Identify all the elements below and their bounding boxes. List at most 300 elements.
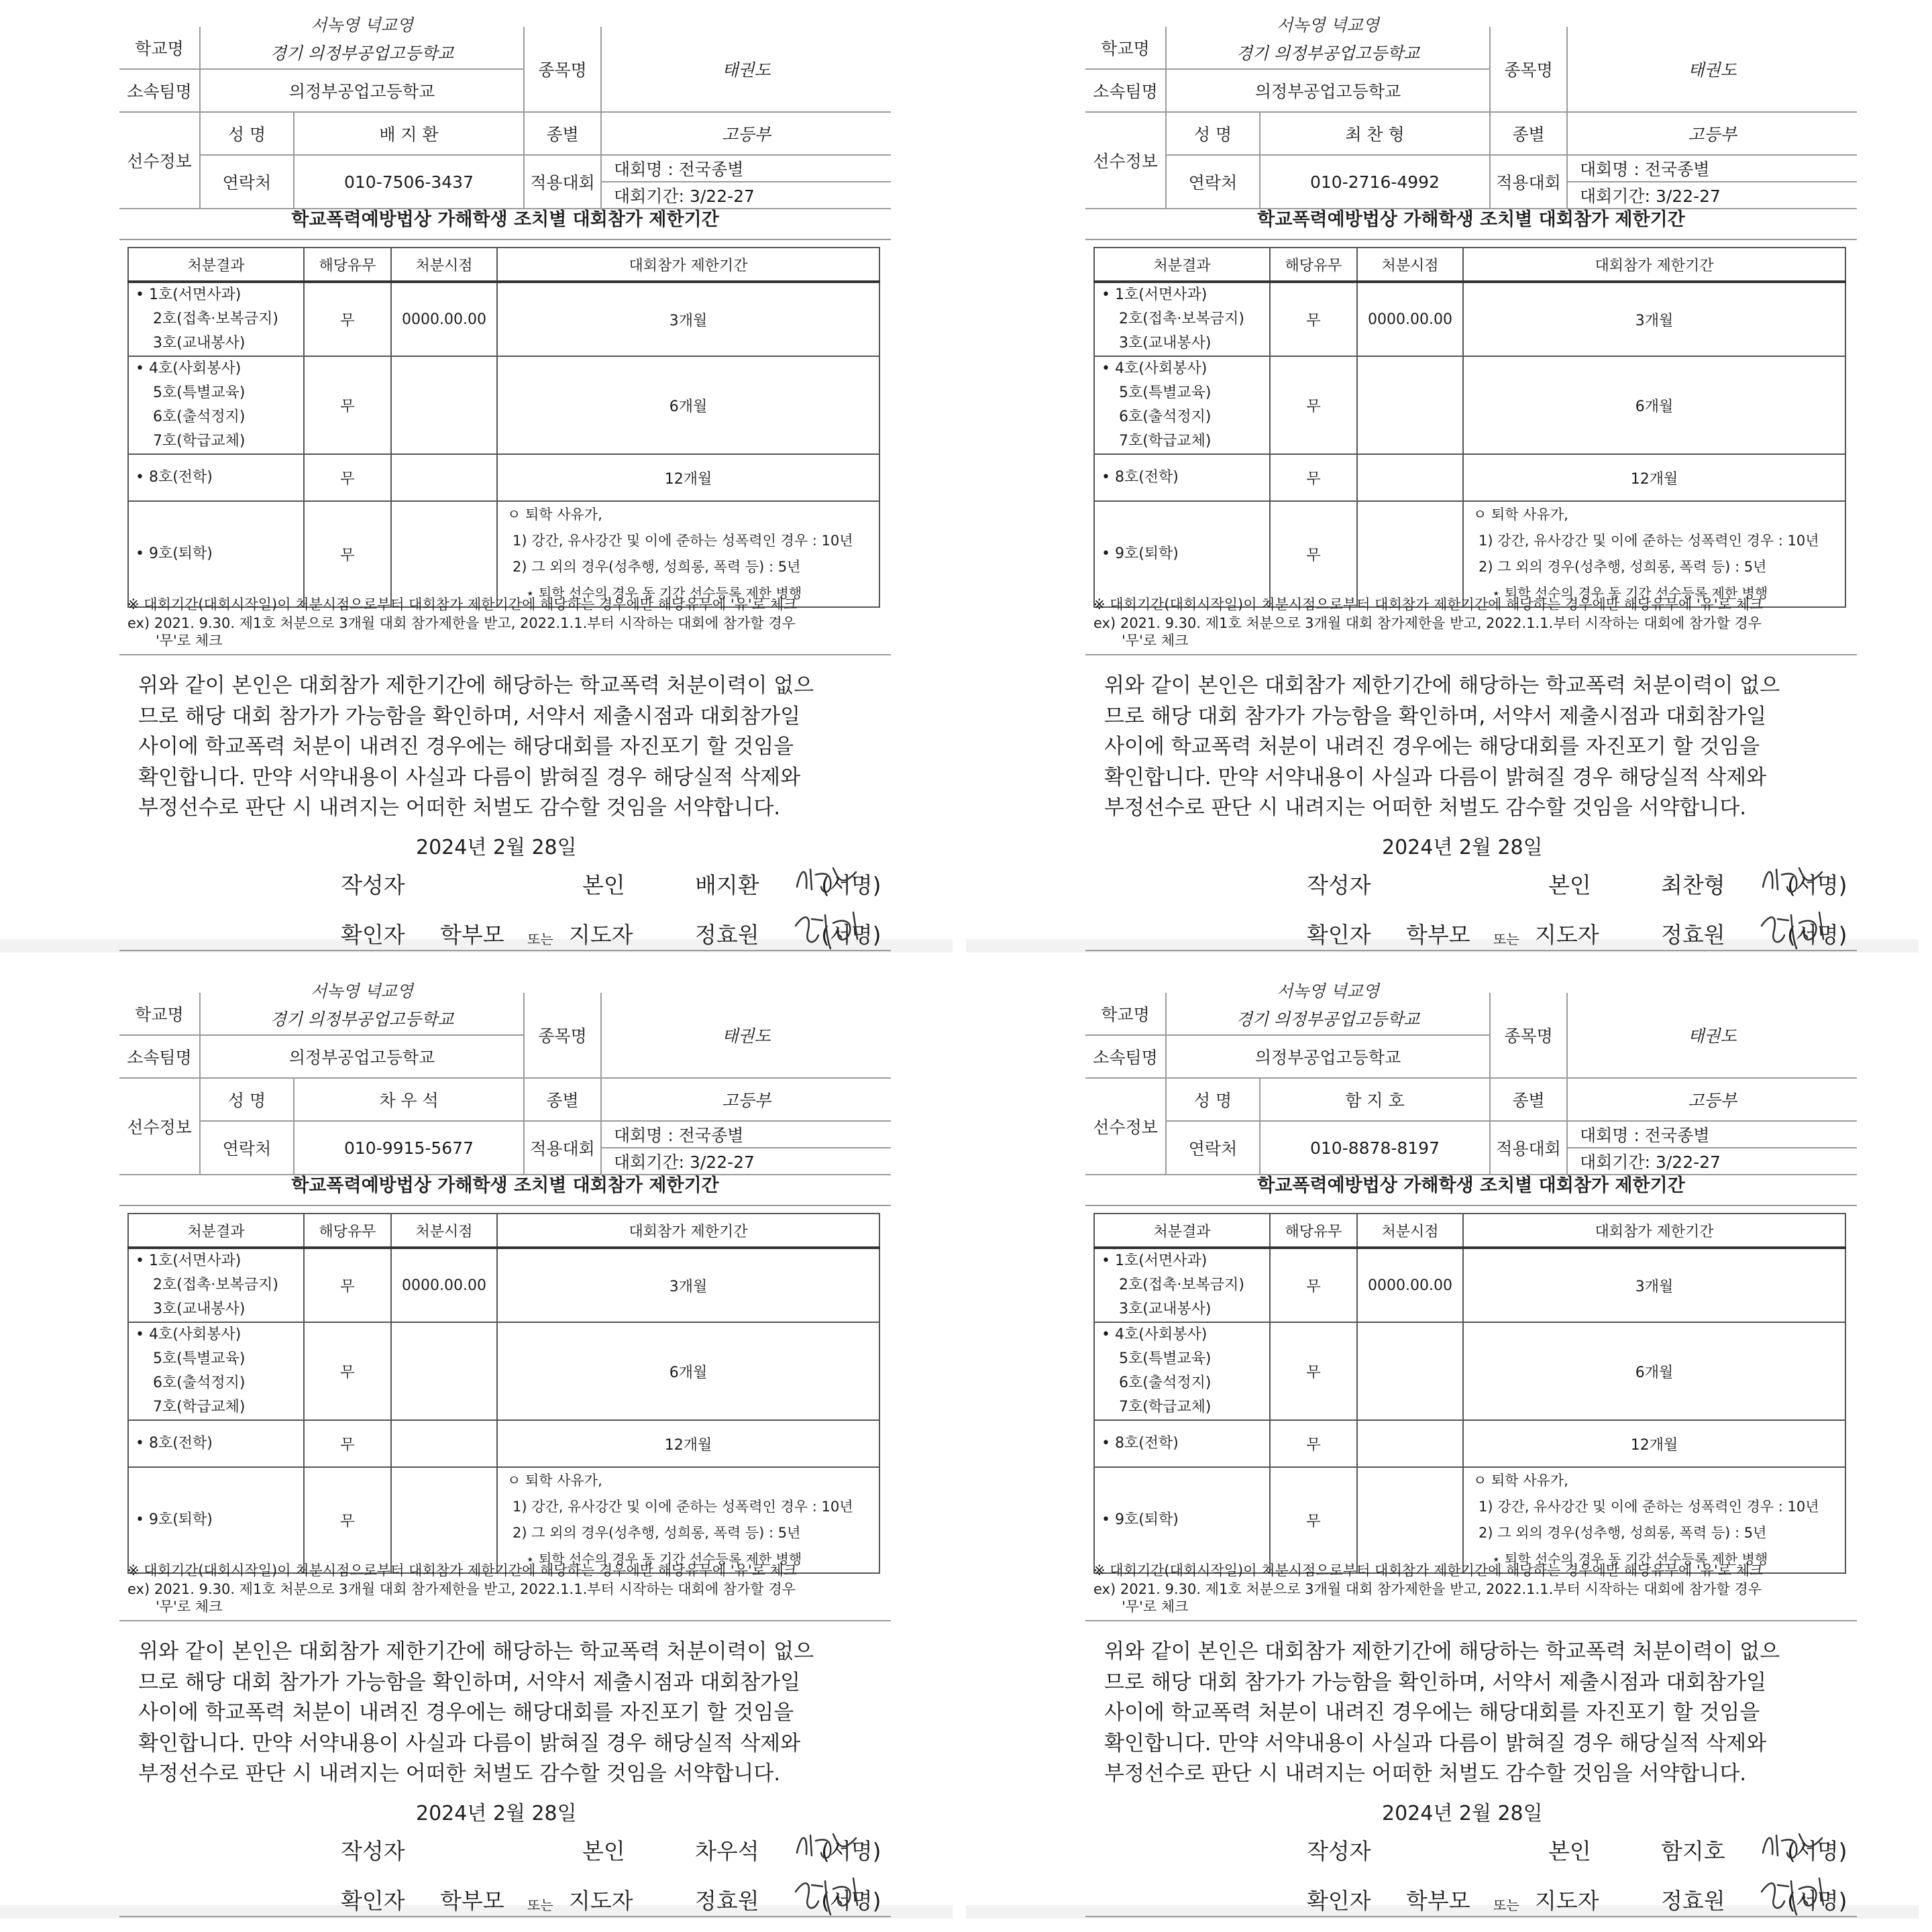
division-value: 고등부 bbox=[1567, 112, 1857, 155]
player-info-table bbox=[119, 981, 891, 1175]
applied-competition-label: 적용대회 bbox=[1490, 155, 1567, 209]
expulsion-line: 1) 강간, 유사강간 및 이에 준하는 성폭력인 경우 : 10년 bbox=[1479, 533, 1819, 549]
player-info-label: 선수정보 bbox=[1085, 1078, 1166, 1175]
result-line: • 9호(퇴학) bbox=[1102, 1511, 1179, 1528]
bottom-divider bbox=[119, 1916, 891, 1917]
coach-name: 정효원 bbox=[1661, 1888, 1725, 1914]
parent-label: 학부모 bbox=[1406, 922, 1470, 948]
result-line: • 8호(전학) bbox=[136, 469, 213, 486]
result-cell bbox=[128, 1467, 304, 1573]
school-name-cell bbox=[1166, 15, 1490, 69]
result-line: 3호(교내봉사) bbox=[1119, 335, 1212, 352]
result-line: • 8호(전학) bbox=[136, 1435, 213, 1452]
result-line: 2호(접촉·보복금지) bbox=[153, 311, 278, 327]
date-cell: 0000.00.00 bbox=[1357, 282, 1463, 356]
writer-signature-scribble bbox=[792, 1826, 865, 1866]
player-info-table bbox=[1085, 981, 1857, 1175]
writer-label: 작성자 bbox=[1307, 872, 1371, 898]
school-name-cut-text: 서녹영 녁교영 bbox=[1277, 981, 1379, 1001]
name-label: 성 명 bbox=[200, 1078, 294, 1121]
name-label: 성 명 bbox=[1166, 1078, 1260, 1121]
pledge-line: 확인합니다. 만약 서약내용이 사실과 다름이 밝혀질 경우 해당실적 삭제와 bbox=[1104, 765, 1767, 790]
parent-label: 학부모 bbox=[440, 1888, 504, 1914]
result-line: 5호(특별교육) bbox=[1119, 384, 1212, 401]
or-label: 또는 bbox=[1493, 931, 1519, 947]
division-label: 종별 bbox=[1490, 112, 1567, 155]
pledge-line: 위와 같이 본인은 대회참가 제한기간에 해당하는 학교폭력 처분이력이 없으 bbox=[1104, 1640, 1780, 1664]
player-phone: 010-8878-8197 bbox=[1260, 1121, 1490, 1175]
header-limit: 대회참가 제한기간 bbox=[1463, 248, 1845, 282]
section-title: 학교폭력예방법상 가해학생 조치별 대회참가 제한기간 bbox=[1257, 209, 1685, 230]
competition-name: 대회명 : 전국종별 bbox=[601, 1121, 891, 1148]
pledge-line: 사이에 학교폭력 처분이 내려진 경우에는 해당대회를 자진포기 할 것임을 bbox=[138, 1701, 794, 1725]
applies-cell: 무 bbox=[304, 1467, 391, 1573]
result-line: 5호(특별교육) bbox=[153, 1350, 246, 1367]
contact-label: 연락처 bbox=[200, 1121, 294, 1175]
result-line: • 1호(서면사과) bbox=[136, 1252, 241, 1269]
player-phone: 010-7506-3437 bbox=[294, 155, 524, 209]
date-cell bbox=[391, 1322, 497, 1420]
team-name: 의정부공업고등학교 bbox=[200, 1035, 524, 1078]
limit-cell bbox=[1463, 1467, 1845, 1573]
date-cell bbox=[1357, 454, 1463, 501]
result-cell bbox=[1094, 1420, 1270, 1467]
result-cell bbox=[1094, 1467, 1270, 1573]
date-cell bbox=[391, 356, 497, 454]
limit-cell bbox=[1463, 501, 1845, 607]
school-label: 학교명 bbox=[1085, 27, 1166, 69]
section-title: 학교폭력예방법상 가해학생 조치별 대회참가 제한기간 bbox=[291, 209, 719, 230]
note-line-2: ex) 2021. 9.30. 제1호 처분으로 3개월 대회 참가제한을 받고, 2022.1.1.부터 시작하는 대회에 참가할 경우 bbox=[127, 615, 796, 631]
applies-cell: 무 bbox=[304, 454, 391, 501]
bottom-divider bbox=[1085, 950, 1857, 951]
pledge-line: 사이에 학교폭력 처분이 내려진 경우에는 해당대회를 자진포기 할 것임을 bbox=[1104, 1701, 1760, 1725]
result-line: 2호(접촉·보복금지) bbox=[1119, 311, 1244, 327]
table-row bbox=[1094, 1467, 1845, 1573]
expulsion-line: 1) 강간, 유사강간 및 이에 준하는 성폭력인 경우 : 10년 bbox=[513, 1499, 853, 1515]
school-label: 학교명 bbox=[119, 27, 200, 69]
table-row bbox=[1094, 282, 1845, 356]
school-label: 학교명 bbox=[119, 993, 200, 1035]
header-result: 처분결과 bbox=[1094, 1214, 1270, 1248]
player-name: 최 찬 형 bbox=[1260, 112, 1490, 155]
applies-cell: 무 bbox=[1270, 454, 1357, 501]
competition-period: 대회기간: 3/22-27 bbox=[601, 182, 891, 209]
table-row bbox=[128, 501, 879, 607]
parent-label: 학부모 bbox=[440, 922, 504, 948]
pledge-line: 부정선수로 판단 시 내려지는 어떠한 처벌도 감수할 것임을 서약합니다. bbox=[138, 1762, 781, 1786]
coach-signature-scribble bbox=[792, 906, 872, 953]
pledge-line: 므로 해당 대회 참가가 가능함을 확인하며, 서약서 제출시점과 대회참가일 bbox=[1104, 1670, 1767, 1695]
contact-label: 연락처 bbox=[200, 155, 294, 209]
school-name-cell bbox=[200, 981, 524, 1035]
result-line: 7호(학급교체) bbox=[1119, 1399, 1212, 1415]
coach-signature-scribble bbox=[792, 1872, 872, 1919]
date-cell bbox=[1357, 1322, 1463, 1420]
date-cell bbox=[391, 454, 497, 501]
player-info-table bbox=[1085, 15, 1857, 209]
result-line: • 4호(사회봉사) bbox=[136, 360, 241, 377]
writer-label: 작성자 bbox=[341, 872, 405, 898]
note-line-3: '무'로 체크 bbox=[1122, 1599, 1189, 1615]
coach-sign-label: (서명) bbox=[821, 1888, 881, 1914]
competition-name: 대회명 : 전국종별 bbox=[601, 155, 891, 182]
result-cell bbox=[1094, 356, 1270, 454]
applies-cell: 무 bbox=[304, 282, 391, 356]
pledge-date: 2024년 2월 28일 bbox=[416, 1802, 577, 1825]
pledge-line: 사이에 학교폭력 처분이 내려진 경우에는 해당대회를 자진포기 할 것임을 bbox=[1104, 735, 1760, 759]
date-cell bbox=[391, 501, 497, 607]
title-divider bbox=[1085, 1205, 1857, 1206]
player-phone: 010-2716-4992 bbox=[1260, 155, 1490, 209]
self-label: 본인 bbox=[582, 1838, 625, 1864]
table-row bbox=[1094, 501, 1845, 607]
applies-cell: 무 bbox=[1270, 1322, 1357, 1420]
pledge-line: 확인합니다. 만약 서약내용이 사실과 다름이 밝혀질 경우 해당실적 삭제와 bbox=[1104, 1731, 1767, 1756]
header-limit: 대회참가 제한기간 bbox=[1463, 1214, 1845, 1248]
header-applies: 해당유무 bbox=[1270, 1214, 1357, 1248]
expulsion-line: 2) 그 외의 경우(성추행, 성희롱, 폭력 등) : 5년 bbox=[1479, 559, 1767, 575]
result-line: 6호(출석정지) bbox=[153, 1375, 246, 1391]
note-divider bbox=[1085, 1620, 1857, 1621]
player-info-label: 선수정보 bbox=[119, 1078, 200, 1175]
self-label: 본인 bbox=[1548, 1838, 1591, 1864]
pledge-line: 위와 같이 본인은 대회참가 제한기간에 해당하는 학교폭력 처분이력이 없으 bbox=[138, 674, 814, 698]
player-info-label: 선수정보 bbox=[1085, 112, 1166, 209]
limit-cell: 3개월 bbox=[497, 282, 879, 356]
team-label: 소속팀명 bbox=[119, 1035, 200, 1078]
writer-signature-scribble bbox=[1758, 860, 1831, 900]
limit-cell bbox=[497, 1467, 879, 1573]
limit-cell: 3개월 bbox=[497, 1248, 879, 1322]
penalty-table bbox=[127, 247, 880, 608]
result-line: • 1호(서면사과) bbox=[1102, 286, 1208, 303]
contact-label: 연락처 bbox=[1166, 155, 1260, 209]
pledge-paragraph bbox=[1104, 671, 1856, 824]
result-cell bbox=[128, 454, 304, 501]
limit-cell: 3개월 bbox=[1463, 1248, 1845, 1322]
school-name-cell bbox=[1166, 981, 1490, 1035]
result-line: 3호(교내봉사) bbox=[153, 1301, 246, 1318]
writer-signature-scribble bbox=[1758, 1826, 1831, 1866]
expulsion-line: ㅇ 퇴학 사유가, bbox=[1473, 506, 1568, 523]
table-row bbox=[128, 1420, 879, 1467]
sport-label: 종목명 bbox=[524, 993, 601, 1078]
parent-label: 학부모 bbox=[1406, 1888, 1470, 1914]
date-cell: 0000.00.00 bbox=[1357, 1248, 1463, 1322]
bottom-divider bbox=[1085, 1916, 1857, 1917]
applies-cell: 무 bbox=[304, 1322, 391, 1420]
pledge-line: 확인합니다. 만약 서약내용이 사실과 다름이 밝혀질 경우 해당실적 삭제와 bbox=[138, 765, 801, 790]
table-row bbox=[128, 454, 879, 501]
table-row bbox=[1094, 1322, 1845, 1420]
writer-label: 작성자 bbox=[1307, 1838, 1371, 1864]
expulsion-line: 2) 그 외의 경우(성추행, 성희롱, 폭력 등) : 5년 bbox=[1479, 1525, 1767, 1541]
table-row bbox=[128, 356, 879, 454]
pledge-line: 부정선수로 판단 시 내려지는 어떠한 처벌도 감수할 것임을 서약합니다. bbox=[138, 796, 781, 820]
pledge-line: 므로 해당 대회 참가가 가능함을 확인하며, 서약서 제출시점과 대회참가일 bbox=[138, 704, 801, 729]
pledge-page-3 bbox=[0, 966, 953, 1919]
player-name: 배 지 환 bbox=[294, 112, 524, 155]
pledge-line: 므로 해당 대회 참가가 가능함을 확인하며, 서약서 제출시점과 대회참가일 bbox=[1104, 704, 1767, 729]
result-line: • 1호(서면사과) bbox=[1102, 1252, 1208, 1269]
header-applies: 해당유무 bbox=[1270, 248, 1357, 282]
team-label: 소속팀명 bbox=[1085, 69, 1166, 112]
header-date: 처분시점 bbox=[391, 248, 497, 282]
note-line-1: ※ 대회기간(대회시작일)이 처분시점으로부터 대회참가 제한기간에 해당하는 경우에만 해당유무에 '유'로 체크 bbox=[1093, 1562, 1764, 1578]
or-label: 또는 bbox=[1493, 1897, 1519, 1913]
school-name-cut-text: 서녹영 녁교영 bbox=[311, 15, 413, 35]
name-label: 성 명 bbox=[1166, 112, 1260, 155]
pledge-line: 확인합니다. 만약 서약내용이 사실과 다름이 밝혀질 경우 해당실적 삭제와 bbox=[138, 1731, 801, 1756]
applied-competition-label: 적용대회 bbox=[1490, 1121, 1567, 1175]
note-divider bbox=[119, 1620, 891, 1621]
school-name: 경기 의정부공업고등학교 bbox=[270, 1010, 454, 1029]
self-label: 본인 bbox=[1548, 872, 1591, 898]
team-name: 의정부공업고등학교 bbox=[1166, 69, 1490, 112]
school-name: 경기 의정부공업고등학교 bbox=[1236, 1010, 1420, 1029]
writer-label: 작성자 bbox=[341, 1838, 405, 1864]
date-cell: 0000.00.00 bbox=[391, 282, 497, 356]
note-line-2: ex) 2021. 9.30. 제1호 처분으로 3개월 대회 참가제한을 받고, 2022.1.1.부터 시작하는 대회에 참가할 경우 bbox=[127, 1581, 796, 1597]
coach-label: 지도자 bbox=[569, 1888, 633, 1914]
pledge-line: 부정선수로 판단 시 내려지는 어떠한 처벌도 감수할 것임을 서약합니다. bbox=[1104, 1762, 1747, 1786]
division-value: 고등부 bbox=[601, 112, 891, 155]
result-cell bbox=[1094, 282, 1270, 356]
result-line: • 4호(사회봉사) bbox=[1102, 360, 1208, 377]
note-line-3: '무'로 체크 bbox=[156, 1599, 223, 1615]
date-cell bbox=[391, 1420, 497, 1467]
applies-cell: 무 bbox=[304, 1248, 391, 1322]
confirmer-label: 확인자 bbox=[1307, 1888, 1371, 1914]
result-line: • 8호(전학) bbox=[1102, 1435, 1179, 1452]
applies-cell: 무 bbox=[304, 501, 391, 607]
school-name: 경기 의정부공업고등학교 bbox=[270, 44, 454, 63]
result-line: • 1호(서면사과) bbox=[136, 286, 241, 303]
expulsion-line: ⋆ 퇴학 선수의 경우 동 기간 선수등록 제한 병행 bbox=[526, 585, 802, 601]
division-label: 종별 bbox=[524, 1078, 601, 1121]
sport-value: 태권도 bbox=[601, 27, 891, 112]
applies-cell: 무 bbox=[1270, 282, 1357, 356]
sport-value: 태권도 bbox=[601, 993, 891, 1078]
result-line: 5호(특별교육) bbox=[153, 384, 246, 401]
date-cell bbox=[1357, 501, 1463, 607]
table-row bbox=[1094, 1420, 1845, 1467]
coach-label: 지도자 bbox=[569, 922, 633, 948]
contact-label: 연락처 bbox=[1166, 1121, 1260, 1175]
result-line: 7호(학급교체) bbox=[1119, 433, 1212, 449]
title-divider bbox=[119, 239, 891, 240]
limit-cell: 6개월 bbox=[497, 356, 879, 454]
result-line: 3호(교내봉사) bbox=[1119, 1301, 1212, 1318]
header-result: 처분결과 bbox=[1094, 248, 1270, 282]
pledge-date: 2024년 2월 28일 bbox=[1382, 836, 1543, 859]
table-row bbox=[128, 1467, 879, 1573]
expulsion-line: 2) 그 외의 경우(성추행, 성희롱, 폭력 등) : 5년 bbox=[513, 559, 801, 575]
applied-competition-label: 적용대회 bbox=[524, 155, 601, 209]
writer-signature-scribble bbox=[792, 860, 865, 900]
limit-cell: 6개월 bbox=[1463, 356, 1845, 454]
result-cell bbox=[1094, 501, 1270, 607]
header-applies: 해당유무 bbox=[304, 1214, 391, 1248]
coach-name: 정효원 bbox=[1661, 922, 1725, 948]
sport-label: 종목명 bbox=[1490, 993, 1567, 1078]
expulsion-line: ⋆ 퇴학 선수의 경우 동 기간 선수등록 제한 병행 bbox=[1492, 585, 1768, 601]
note-line-2: ex) 2021. 9.30. 제1호 처분으로 3개월 대회 참가제한을 받고, 2022.1.1.부터 시작하는 대회에 참가할 경우 bbox=[1093, 1581, 1762, 1597]
team-name: 의정부공업고등학교 bbox=[200, 69, 524, 112]
note-line-1: ※ 대회기간(대회시작일)이 처분시점으로부터 대회참가 제한기간에 해당하는 경우에만 해당유무에 '유'로 체크 bbox=[127, 1562, 798, 1578]
result-cell bbox=[1094, 454, 1270, 501]
writer-name: 함지호 bbox=[1661, 1838, 1725, 1864]
coach-label: 지도자 bbox=[1535, 1888, 1599, 1914]
expulsion-line: ⋆ 퇴학 선수의 경우 동 기간 선수등록 제한 병행 bbox=[526, 1551, 802, 1567]
result-cell bbox=[128, 1420, 304, 1467]
result-line: 6호(출석정지) bbox=[1119, 409, 1212, 425]
competition-name: 대회명 : 전국종별 bbox=[1567, 155, 1857, 182]
result-line: • 4호(사회봉사) bbox=[1102, 1326, 1208, 1343]
applies-cell: 무 bbox=[1270, 356, 1357, 454]
table-row bbox=[1094, 454, 1845, 501]
pledge-line: 위와 같이 본인은 대회참가 제한기간에 해당하는 학교폭력 처분이력이 없으 bbox=[138, 1640, 814, 1664]
note-line-3: '무'로 체크 bbox=[156, 633, 223, 649]
writer-sign-label: (서명) bbox=[821, 1838, 881, 1864]
school-name-cell bbox=[200, 15, 524, 69]
competition-period: 대회기간: 3/22-27 bbox=[1567, 182, 1857, 209]
writer-name: 최찬형 bbox=[1661, 872, 1725, 898]
limit-cell: 12개월 bbox=[497, 454, 879, 501]
expulsion-line: 1) 강간, 유사강간 및 이에 준하는 성폭력인 경우 : 10년 bbox=[513, 533, 853, 549]
date-cell bbox=[1357, 1467, 1463, 1573]
header-limit: 대회참가 제한기간 bbox=[497, 1214, 879, 1248]
school-name: 경기 의정부공업고등학교 bbox=[1236, 44, 1420, 63]
section-title: 학교폭력예방법상 가해학생 조치별 대회참가 제한기간 bbox=[1257, 1175, 1685, 1196]
table-row bbox=[128, 282, 879, 356]
team-label: 소속팀명 bbox=[1085, 1035, 1166, 1078]
writer-name: 배지환 bbox=[695, 872, 759, 898]
note-divider bbox=[1085, 654, 1857, 655]
note-line-3: '무'로 체크 bbox=[1122, 633, 1189, 649]
division-value: 고등부 bbox=[1567, 1078, 1857, 1121]
note-line-2: ex) 2021. 9.30. 제1호 처분으로 3개월 대회 참가제한을 받고, 2022.1.1.부터 시작하는 대회에 참가할 경우 bbox=[1093, 615, 1762, 631]
writer-name: 차우석 bbox=[695, 1838, 759, 1864]
date-cell: 0000.00.00 bbox=[391, 1248, 497, 1322]
table-row bbox=[1094, 356, 1845, 454]
note-line-1: ※ 대회기간(대회시작일)이 처분시점으로부터 대회참가 제한기간에 해당하는 경우에만 해당유무에 '유'로 체크 bbox=[1093, 596, 1764, 612]
title-divider bbox=[1085, 239, 1857, 240]
competition-period: 대회기간: 3/22-27 bbox=[1567, 1148, 1857, 1175]
result-line: 7호(학급교체) bbox=[153, 1399, 246, 1415]
division-value: 고등부 bbox=[601, 1078, 891, 1121]
confirmer-label: 확인자 bbox=[341, 1888, 405, 1914]
sport-value: 태권도 bbox=[1567, 993, 1857, 1078]
result-cell bbox=[128, 1248, 304, 1322]
self-label: 본인 bbox=[582, 872, 625, 898]
confirmer-label: 확인자 bbox=[341, 922, 405, 948]
school-label: 학교명 bbox=[1085, 993, 1166, 1035]
date-cell bbox=[1357, 1420, 1463, 1467]
penalty-table bbox=[1093, 1213, 1846, 1574]
writer-sign-label: (서명) bbox=[1787, 872, 1847, 898]
applies-cell: 무 bbox=[1270, 501, 1357, 607]
applies-cell: 무 bbox=[1270, 1467, 1357, 1573]
result-line: 5호(특별교육) bbox=[1119, 1350, 1212, 1367]
expulsion-line: ㅇ 퇴학 사유가, bbox=[507, 1472, 602, 1489]
applies-cell: 무 bbox=[304, 356, 391, 454]
table-row bbox=[1094, 1248, 1845, 1322]
note-divider bbox=[119, 654, 891, 655]
pledge-page-1 bbox=[0, 0, 953, 953]
team-name: 의정부공업고등학교 bbox=[1166, 1035, 1490, 1078]
coach-sign-label: (서명) bbox=[1787, 922, 1847, 948]
note-line-1: ※ 대회기간(대회시작일)이 처분시점으로부터 대회참가 제한기간에 해당하는 경우에만 해당유무에 '유'로 체크 bbox=[127, 596, 798, 612]
limit-cell: 3개월 bbox=[1463, 282, 1845, 356]
coach-sign-label: (서명) bbox=[821, 922, 881, 948]
pledge-page-2 bbox=[966, 0, 1919, 953]
result-line: • 9호(퇴학) bbox=[1102, 545, 1179, 562]
sport-label: 종목명 bbox=[1490, 27, 1567, 112]
coach-signature-scribble bbox=[1758, 906, 1838, 953]
result-cell bbox=[1094, 1322, 1270, 1420]
division-label: 종별 bbox=[1490, 1078, 1567, 1121]
result-line: 2호(접촉·보복금지) bbox=[153, 1277, 278, 1293]
result-cell bbox=[128, 282, 304, 356]
result-line: • 9호(퇴학) bbox=[136, 1511, 213, 1528]
penalty-table bbox=[1093, 247, 1846, 608]
writer-sign-label: (서명) bbox=[821, 872, 881, 898]
pledge-paragraph bbox=[138, 671, 890, 824]
pledge-line: 사이에 학교폭력 처분이 내려진 경우에는 해당대회를 자진포기 할 것임을 bbox=[138, 735, 794, 759]
writer-sign-label: (서명) bbox=[1787, 1838, 1847, 1864]
limit-cell: 6개월 bbox=[1463, 1322, 1845, 1420]
result-line: • 8호(전학) bbox=[1102, 469, 1179, 486]
or-label: 또는 bbox=[527, 1897, 553, 1913]
pledge-page-4 bbox=[966, 966, 1919, 1919]
pledge-line: 위와 같이 본인은 대회참가 제한기간에 해당하는 학교폭력 처분이력이 없으 bbox=[1104, 674, 1780, 698]
result-cell bbox=[128, 356, 304, 454]
result-line: 7호(학급교체) bbox=[153, 433, 246, 449]
header-limit: 대회참가 제한기간 bbox=[497, 248, 879, 282]
competition-period: 대회기간: 3/22-27 bbox=[601, 1148, 891, 1175]
school-name-cut-text: 서녹영 녁교영 bbox=[1277, 15, 1379, 35]
result-line: 2호(접촉·보복금지) bbox=[1119, 1277, 1244, 1293]
result-cell bbox=[1094, 1248, 1270, 1322]
header-date: 처분시점 bbox=[1357, 248, 1463, 282]
pledge-paragraph bbox=[138, 1637, 890, 1790]
bottom-divider bbox=[119, 950, 891, 951]
expulsion-line: 1) 강간, 유사강간 및 이에 준하는 성폭력인 경우 : 10년 bbox=[1479, 1499, 1819, 1515]
result-cell bbox=[128, 501, 304, 607]
team-label: 소속팀명 bbox=[119, 69, 200, 112]
applies-cell: 무 bbox=[1270, 1248, 1357, 1322]
date-cell bbox=[1357, 356, 1463, 454]
result-line: 6호(출석정지) bbox=[1119, 1375, 1212, 1391]
header-result: 처분결과 bbox=[128, 248, 304, 282]
competition-name: 대회명 : 전국종별 bbox=[1567, 1121, 1857, 1148]
coach-sign-label: (서명) bbox=[1787, 1888, 1847, 1914]
school-name-cut-text: 서녹영 녁교영 bbox=[311, 981, 413, 1001]
name-label: 성 명 bbox=[200, 112, 294, 155]
applies-cell: 무 bbox=[1270, 1420, 1357, 1467]
result-line: 6호(출석정지) bbox=[153, 409, 246, 425]
applied-competition-label: 적용대회 bbox=[524, 1121, 601, 1175]
sport-value: 태권도 bbox=[1567, 27, 1857, 112]
pledge-date: 2024년 2월 28일 bbox=[1382, 1802, 1543, 1825]
result-line: • 9호(퇴학) bbox=[136, 545, 213, 562]
expulsion-line: 2) 그 외의 경우(성추행, 성희롱, 폭력 등) : 5년 bbox=[513, 1525, 801, 1541]
applies-cell: 무 bbox=[304, 1420, 391, 1467]
pledge-date: 2024년 2월 28일 bbox=[416, 836, 577, 859]
limit-cell: 12개월 bbox=[1463, 454, 1845, 501]
